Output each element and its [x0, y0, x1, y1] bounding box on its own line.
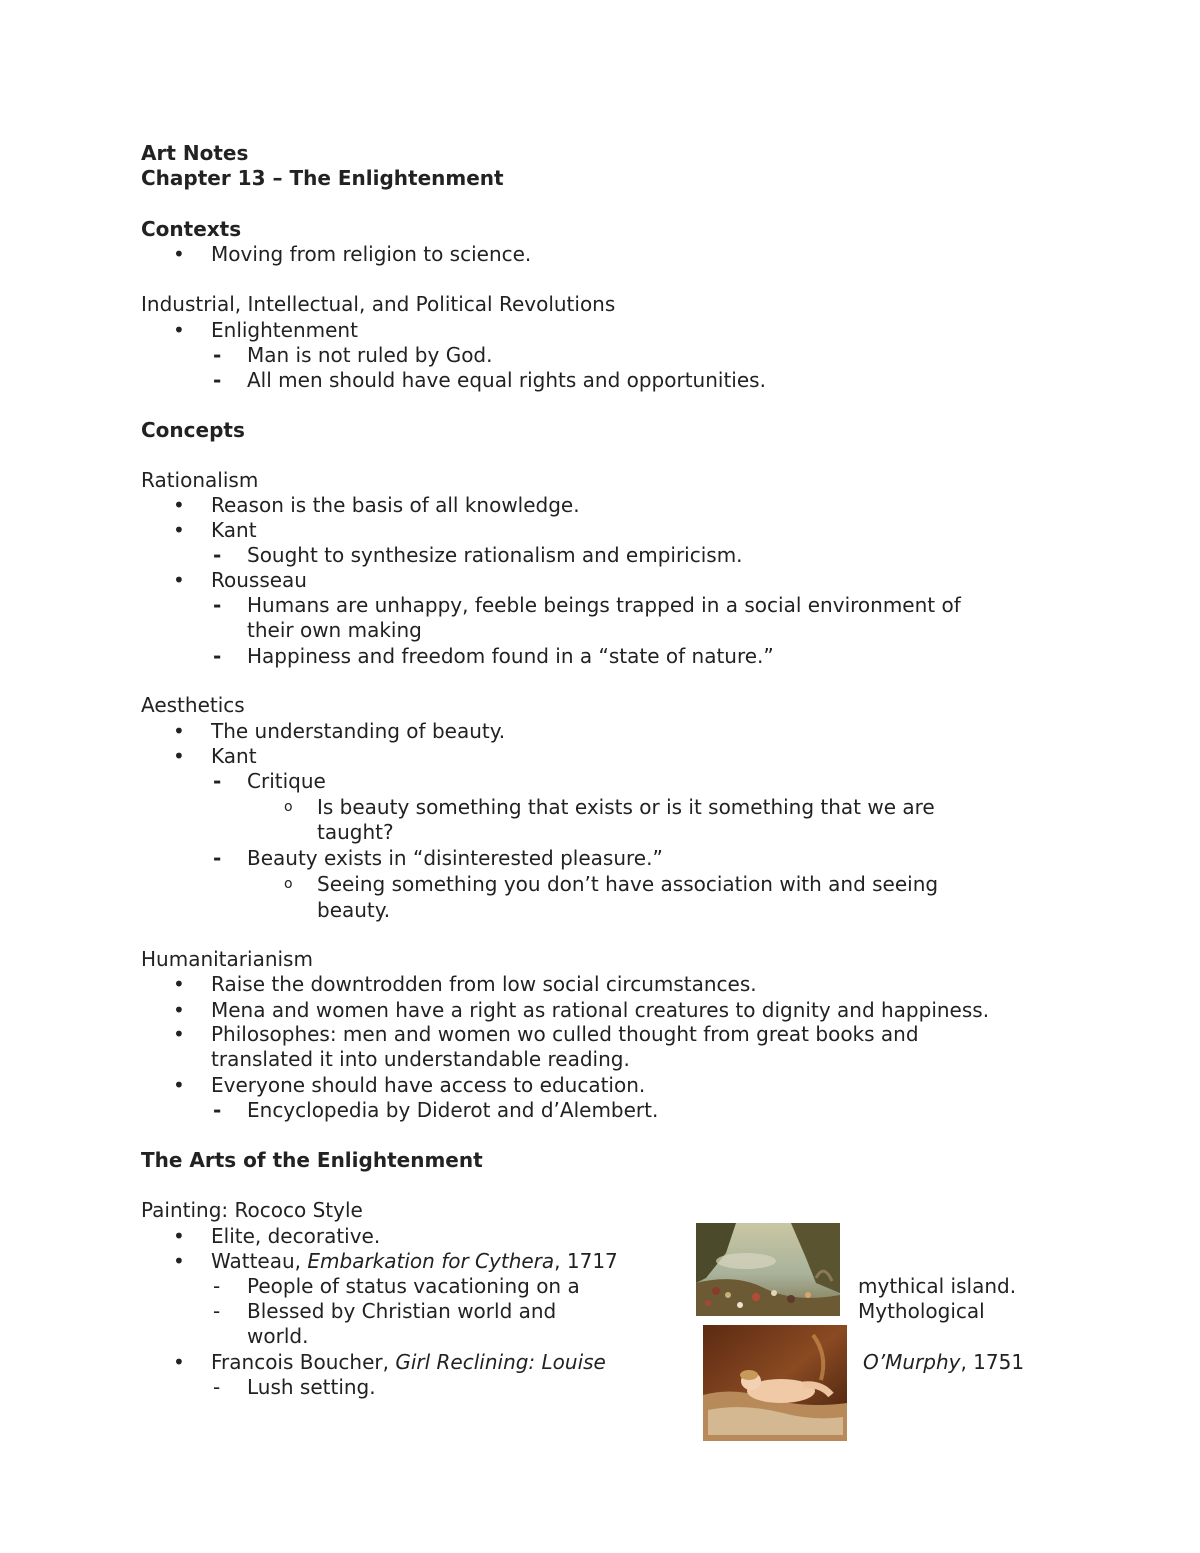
girl-reclining-painting-image	[703, 1325, 847, 1441]
list-item-boucher-continued	[863, 1350, 1024, 1375]
section-heading-contexts: Contexts	[141, 217, 242, 241]
chapter-title: Chapter 13 – The Enlightenment	[141, 166, 504, 190]
dash-icon: -	[213, 769, 222, 793]
bullet-icon: •	[173, 1249, 185, 1273]
artwork-year: , 1717	[554, 1249, 618, 1273]
sub-list-item: People of status vacationing on a	[247, 1274, 580, 1298]
sub-list-item-continued: mythical island.	[858, 1274, 1017, 1298]
section-heading-arts: The Arts of the Enlightenment	[141, 1148, 483, 1172]
bullet-icon: •	[173, 318, 185, 342]
list-item: Elite, decorative.	[211, 1224, 381, 1248]
sub-list-item: Man is not ruled by God.	[247, 343, 493, 367]
list-item-wrap: translated it into understandable reading.	[211, 1047, 630, 1071]
sub-sub-list-item-wrap: beauty.	[317, 898, 391, 922]
bullet-icon: •	[173, 493, 185, 517]
sub-list-item-wrap: their own making	[247, 618, 422, 642]
sub-list-item: Lush setting.	[247, 1375, 376, 1399]
subheading-revolutions: Industrial, Intellectual, and Political Revolutions	[141, 292, 616, 316]
section-heading-concepts: Concepts	[141, 418, 245, 442]
list-item: Rousseau	[211, 568, 307, 592]
subheading-rationalism: Rationalism	[141, 468, 259, 492]
sub-list-item-continued: Mythological	[858, 1299, 985, 1323]
bullet-icon: •	[173, 242, 185, 266]
bullet-icon: •	[173, 1350, 185, 1374]
sub-sub-list-item: Seeing something you don’t have association with and seeing	[317, 872, 939, 896]
embarkation-painting-art	[696, 1223, 840, 1316]
bullet-icon: •	[173, 518, 185, 542]
sub-list-item: All men should have equal rights and opportunities.	[247, 368, 766, 392]
list-item: Everyone should have access to education.	[211, 1073, 646, 1097]
list-item: Kant	[211, 518, 257, 542]
dash-icon: -	[213, 1299, 221, 1323]
dash-icon: -	[213, 368, 222, 392]
artwork-title-continued: O’Murphy	[863, 1350, 961, 1374]
artwork-title: Girl Reclining: Louise	[395, 1350, 606, 1374]
artwork-year: , 1751	[960, 1350, 1025, 1374]
artwork-title: Embarkation for Cythera	[307, 1249, 555, 1273]
list-item: Enlightenment	[211, 318, 358, 342]
sub-list-item: Sought to synthesize rationalism and empiricism.	[247, 543, 743, 567]
sub-sub-list-item: Is beauty something that exists or is it something that we are	[317, 795, 935, 819]
circle-bullet-icon: o	[284, 799, 293, 815]
list-item: Reason is the basis of all knowledge.	[211, 493, 580, 517]
dash-icon: -	[213, 543, 222, 567]
list-item: Moving from religion to science.	[211, 242, 532, 266]
bullet-icon: •	[173, 568, 185, 592]
sub-list-item: Happiness and freedom found in a “state of nature.”	[247, 644, 774, 668]
circle-bullet-icon: o	[284, 876, 293, 892]
bullet-icon: •	[173, 1224, 185, 1248]
sub-list-item: Blessed by Christian world and	[247, 1299, 557, 1323]
subheading-aesthetics: Aesthetics	[141, 693, 245, 717]
subheading-painting: Painting: Rococo Style	[141, 1198, 363, 1222]
dash-icon: -	[213, 1274, 221, 1298]
sub-list-item: Beauty exists in “disinterested pleasure.”	[247, 846, 663, 870]
list-item: The understanding of beauty.	[211, 719, 506, 743]
sub-list-item: Humans are unhappy, feeble beings trapped in a social environment of	[247, 593, 961, 617]
list-item-watteau	[211, 1249, 618, 1274]
bullet-icon: •	[173, 1022, 185, 1046]
dash-icon: -	[213, 1098, 222, 1122]
embarkation-painting-image	[696, 1223, 840, 1316]
sub-list-item: Encyclopedia by Diderot and d’Alembert.	[247, 1098, 659, 1122]
bullet-icon: •	[173, 972, 185, 996]
dash-icon: -	[213, 846, 222, 870]
list-item: Philosophes: men and women wo culled thought from great books and	[211, 1022, 919, 1046]
dash-icon: -	[213, 593, 222, 617]
dash-icon: -	[213, 644, 222, 668]
sub-list-item-wrap: world.	[247, 1324, 309, 1348]
sub-sub-list-item-wrap: taught?	[317, 820, 394, 844]
dash-icon: -	[213, 1375, 221, 1399]
girl-reclining-painting-art	[703, 1325, 847, 1441]
list-item: Mena and women have a right as rational creatures to dignity and happiness.	[211, 998, 990, 1022]
list-item: Kant	[211, 744, 257, 768]
bullet-icon: •	[173, 998, 185, 1022]
bullet-icon: •	[173, 719, 185, 743]
list-item: Raise the downtrodden from low social circumstances.	[211, 972, 757, 996]
artist-name: Francois Boucher,	[211, 1350, 396, 1374]
bullet-icon: •	[173, 744, 185, 768]
artist-name: Watteau,	[211, 1249, 308, 1273]
sub-list-item: Critique	[247, 769, 326, 793]
list-item-boucher	[211, 1350, 606, 1375]
doc-title: Art Notes	[141, 141, 249, 165]
dash-icon: -	[213, 343, 222, 367]
bullet-icon: •	[173, 1073, 185, 1097]
subheading-humanitarianism: Humanitarianism	[141, 947, 313, 971]
